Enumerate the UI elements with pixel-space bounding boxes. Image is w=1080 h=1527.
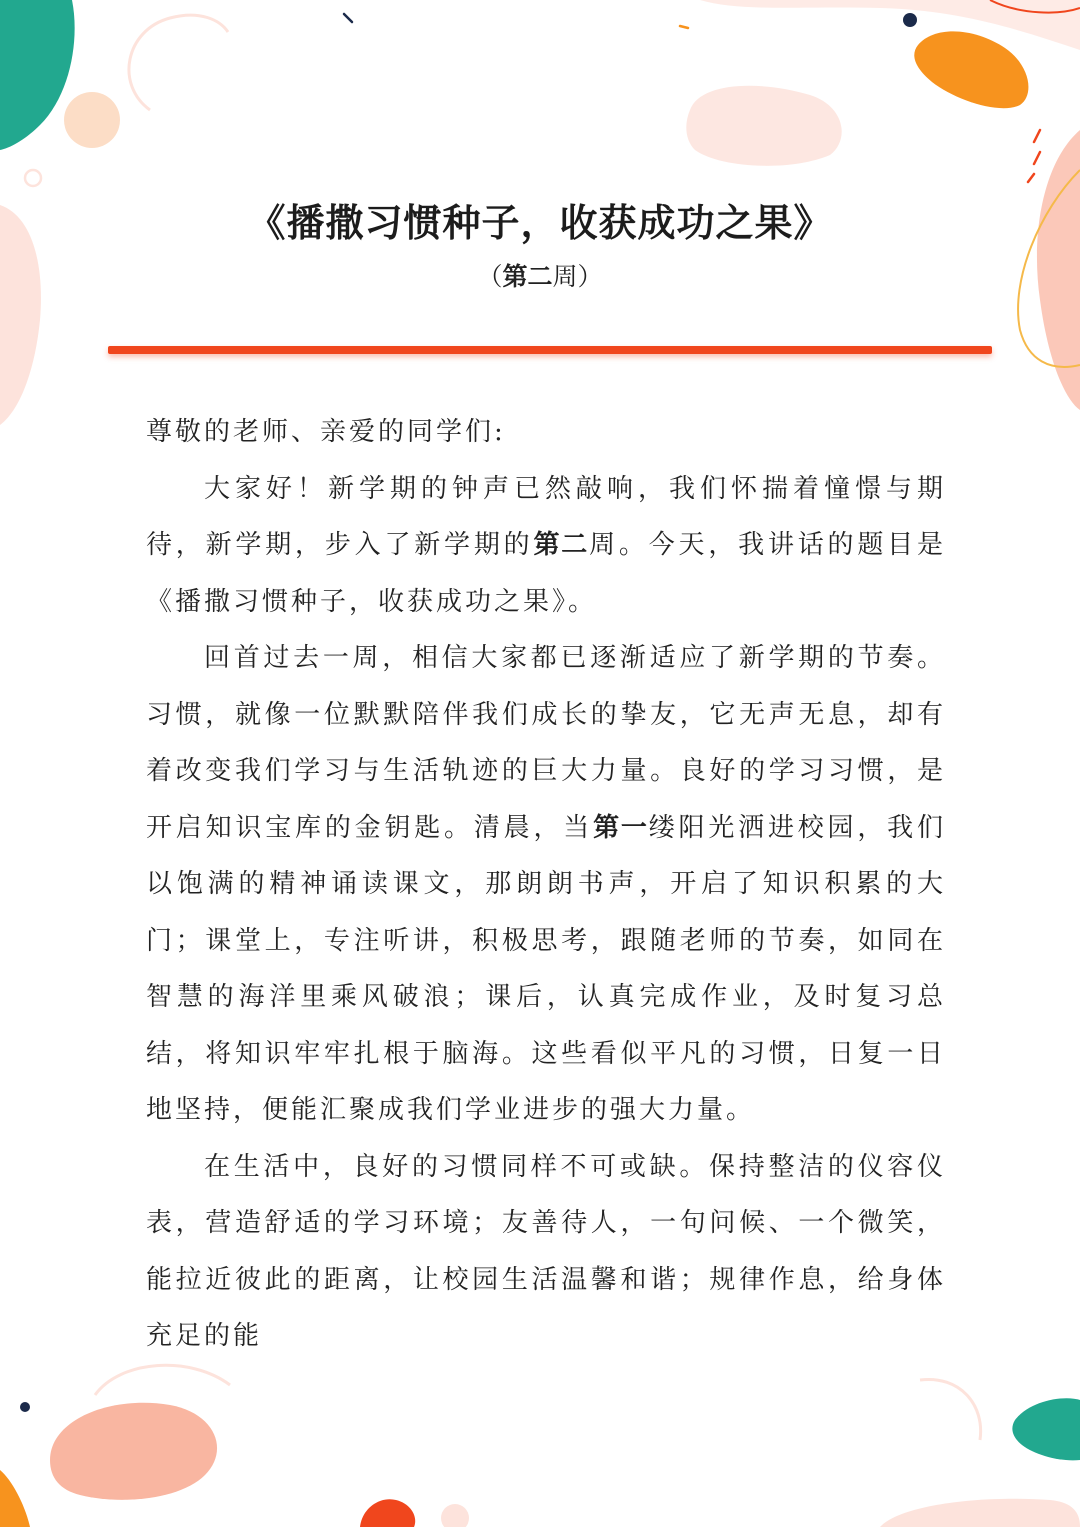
speech-body [146,404,946,1365]
dash-right-3 [1028,174,1034,182]
navy-dot-top-right [903,13,917,27]
salmon-blob-bottom-left [50,1403,217,1500]
document-title: 《播撒习惯种子，收获成功之果》 [247,200,833,245]
title-divider [108,346,992,354]
subtitle-normal: 周 [552,262,578,291]
paragraph-2-before: 回首过去一周，相信大家都已逐渐适应了新学期的节奏。习惯，就像一位默默陪伴我们成长的挚友，它无声无息，却有着改变我们学习与生活轨迹的巨大力量。良好的学习习惯，是开启知识宝库的金钥匙。清晨，当 [146,643,946,843]
small-ring-left [25,170,41,186]
subtitle-close-paren: ） [577,262,603,291]
teal-blob-top-left [0,0,75,150]
orange-corner-bottom-left [0,1470,30,1527]
teal-blob-bottom-right [1012,1398,1080,1460]
document-subtitle [0,257,1080,297]
subtitle-bold: 第二 [502,262,553,291]
pink-blob-top-right [686,86,841,166]
arc-line-bottom-left [95,1365,230,1395]
paragraph-1-after: 周。今天，我讲话的题目是《播撒习惯种子，收获成功之果》。 [146,530,946,617]
dash-top-2 [680,26,688,28]
paragraph-1-before: 大家好！新学期的钟声已然敲响，我们怀揣着憧憬与期待，新学期，步入了新学期的 [146,473,946,560]
pink-blob-bottom-right [880,1499,1080,1527]
paragraph-1-bold: 第二 [533,530,590,560]
dash-right-2 [1034,152,1040,164]
pale-dot-bottom-center [441,1504,469,1527]
dash-top-1 [344,14,352,22]
paragraph-2-bold: 第一 [593,812,649,843]
orange-blob-top-right [914,31,1028,108]
paragraph-2 [146,630,946,1139]
paragraph-1 [146,461,946,631]
navy-dot-bottom-left [20,1402,30,1412]
paragraph-2-after: 缕阳光洒进校园，我们以饱满的精神诵读课文，那朗朗书声，开启了知识积累的大门；课堂上，专注听讲，积极思考，跟随老师的节奏，如同在智慧的海洋里乘风破浪；课后，认真完成作业，及时复习总结，将知识牢牢扎根于脑海。这些看似平凡的习惯，日复一日地坚持，便能汇聚成我们学业进步的强大力量。 [146,812,946,1125]
arc-line-top-left [129,15,228,110]
subtitle-open-paren: （ [477,262,503,291]
paragraph-3: 在生活中，良好的习惯同样不可或缺。保持整洁的仪容仪表，营造舒适的学习环境；友善待人，一句问候、一个微笑，能拉近彼此的距离，让校园生活温馨和谐；规律作息，给身体充足的能 [146,1151,946,1351]
greeting: 尊敬的老师、亲爱的同学们: [146,417,506,447]
pink-corner-top-right [700,0,1080,50]
red-blob-bottom-center [360,1499,415,1527]
peach-dot-top-left [64,92,120,148]
dash-right-1 [1034,130,1040,142]
arc-line-bottom-right [920,1379,981,1440]
